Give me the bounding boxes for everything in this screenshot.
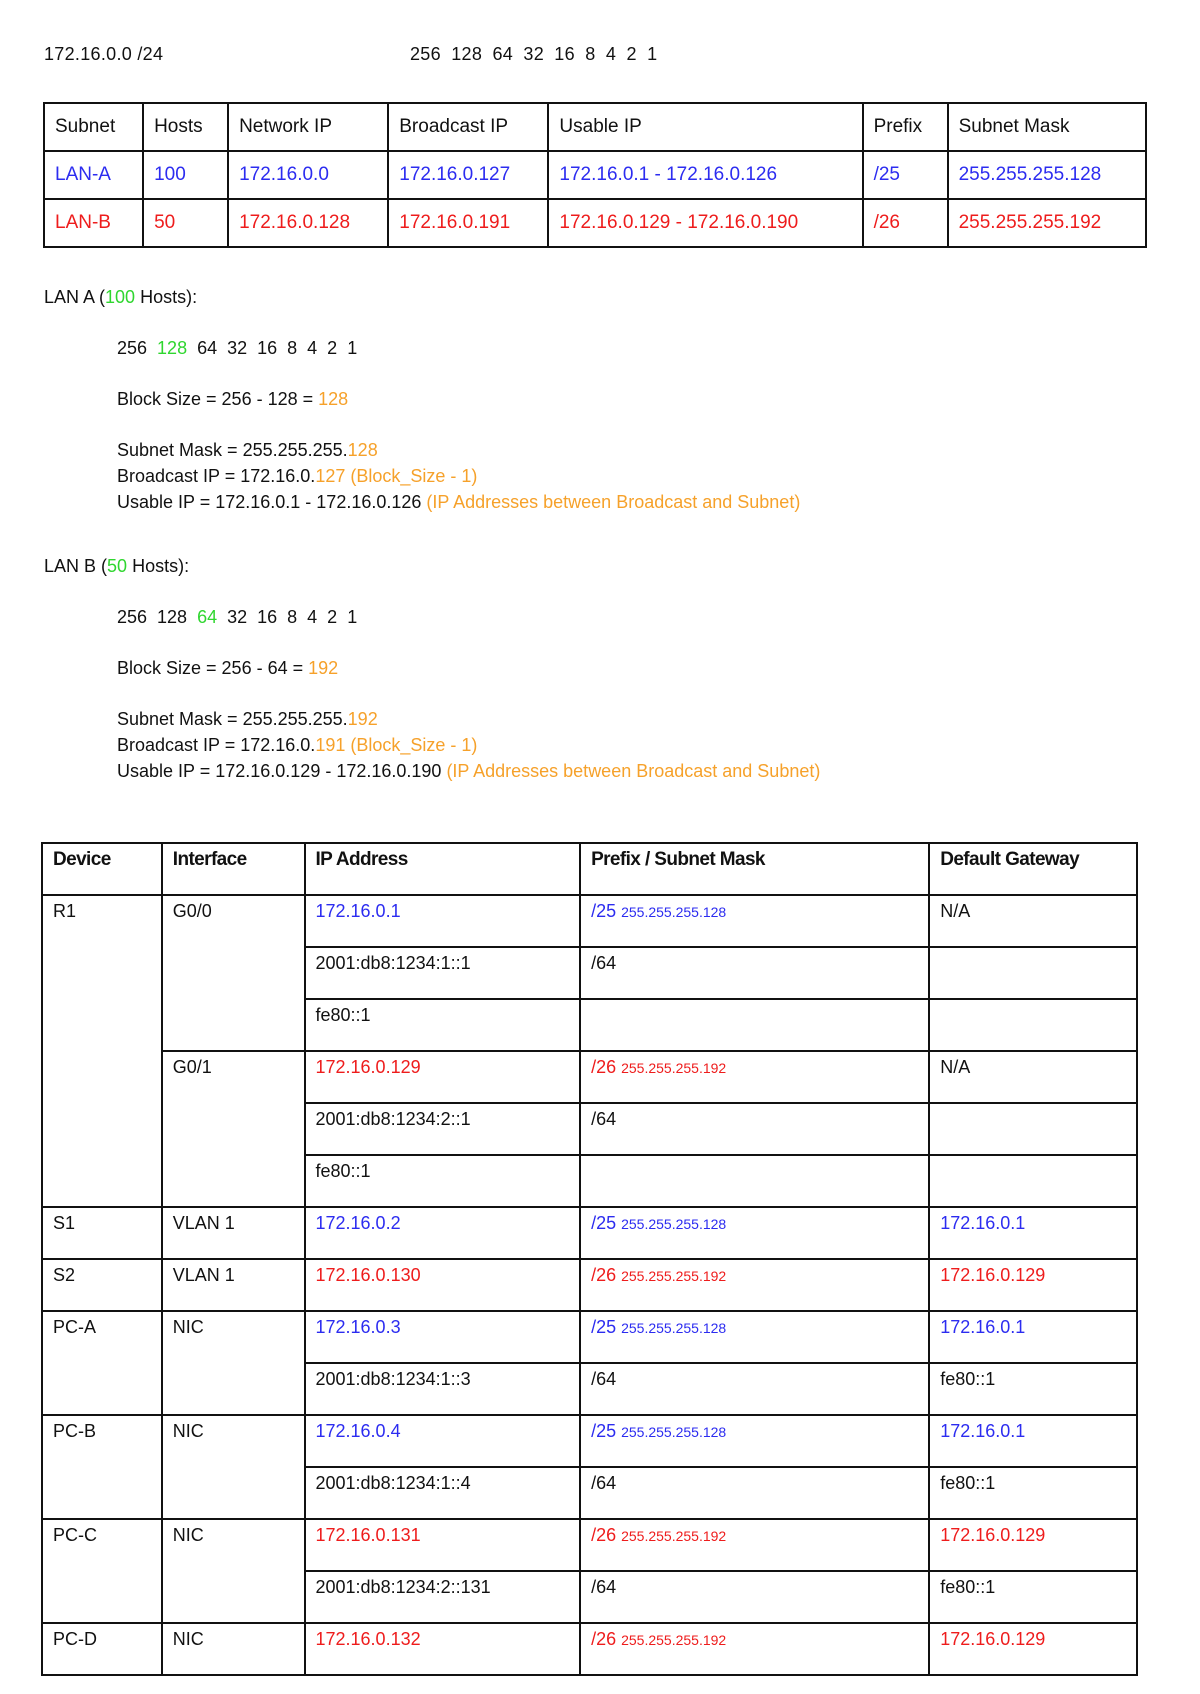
ip-cell: fe80::1 xyxy=(305,1155,581,1207)
gateway-cell: fe80::1 xyxy=(929,1571,1137,1623)
col-subnet-mask: Subnet Mask xyxy=(948,103,1146,151)
gateway-cell xyxy=(929,1103,1137,1155)
gateway-cell: fe80::1 xyxy=(929,1467,1137,1519)
powers-of-two: 256 128 64 32 16 8 4 2 1 xyxy=(410,44,658,64)
cell: 172.16.0.127 xyxy=(388,151,548,199)
ip-cell: 172.16.0.4 xyxy=(305,1415,581,1467)
gateway-cell xyxy=(929,1155,1137,1207)
network-label: 172.16.0.0 /24 xyxy=(44,44,164,64)
ip-cell: 172.16.0.3 xyxy=(305,1311,581,1363)
prefix-cell: /25 255.255.255.128 xyxy=(580,1415,929,1467)
subnet-table xyxy=(43,102,1147,248)
interface-g00: G0/0 xyxy=(162,895,305,1051)
col-prefix: Prefix xyxy=(863,103,948,151)
table-row xyxy=(44,151,1146,199)
interface-cell: NIC xyxy=(162,1519,305,1623)
table-row xyxy=(42,1623,1137,1675)
lan-b-powers: 256 128 64 32 16 8 4 2 1 xyxy=(117,607,358,627)
lan-a-subnet-mask: Subnet Mask = 255.255.255.128 xyxy=(117,440,378,460)
ip-cell: 172.16.0.130 xyxy=(305,1259,581,1311)
lan-a-block-size: Block Size = 256 - 128 = 128 xyxy=(117,389,349,409)
interface-cell: NIC xyxy=(162,1623,305,1675)
gateway-cell: 172.16.0.1 xyxy=(929,1207,1137,1259)
cell: /25 xyxy=(863,151,948,199)
device-r1: R1 xyxy=(42,895,162,1207)
cell: 172.16.0.0 xyxy=(228,151,388,199)
col-usable-ip: Usable IP xyxy=(548,103,862,151)
col-subnet: Subnet xyxy=(44,103,143,151)
table-row xyxy=(42,1415,1137,1467)
ip-cell: 2001:db8:1234:2::131 xyxy=(305,1571,581,1623)
ip-cell: 2001:db8:1234:1::4 xyxy=(305,1467,581,1519)
ip-cell: 2001:db8:1234:1::1 xyxy=(305,947,581,999)
device-pc-a: PC-A xyxy=(42,1311,162,1415)
ip-cell: 172.16.0.132 xyxy=(305,1623,581,1675)
cell: 255.255.255.128 xyxy=(948,151,1146,199)
prefix-cell: /26 255.255.255.192 xyxy=(580,1259,929,1311)
prefix-cell: /25 255.255.255.128 xyxy=(580,895,929,947)
col-ip-address: IP Address xyxy=(305,843,581,895)
cell: 172.16.0.129 - 172.16.0.190 xyxy=(548,199,862,247)
gateway-cell: fe80::1 xyxy=(929,1363,1137,1415)
lan-b-block-size: Block Size = 256 - 64 = 192 xyxy=(117,658,339,678)
gateway-cell xyxy=(929,947,1137,999)
gateway-cell xyxy=(929,999,1137,1051)
ip-cell: 172.16.0.129 xyxy=(305,1051,581,1103)
col-network-ip: Network IP xyxy=(228,103,388,151)
col-device: Device xyxy=(42,843,162,895)
cell: LAN-B xyxy=(44,199,143,247)
gateway-cell: N/A xyxy=(929,895,1137,947)
table-row xyxy=(42,1311,1137,1363)
table-header-row xyxy=(44,103,1146,151)
ip-cell: 172.16.0.131 xyxy=(305,1519,581,1571)
table-row xyxy=(42,1519,1137,1571)
lan-a-broadcast: Broadcast IP = 172.16.0.127 (Block_Size - 1) xyxy=(117,466,478,486)
interface-cell: NIC xyxy=(162,1311,305,1415)
gateway-cell: 172.16.0.1 xyxy=(929,1311,1137,1363)
prefix-cell: /26 255.255.255.192 xyxy=(580,1519,929,1571)
prefix-cell: /25 255.255.255.128 xyxy=(580,1207,929,1259)
gateway-cell: 172.16.0.1 xyxy=(929,1415,1137,1467)
cell: 172.16.0.191 xyxy=(388,199,548,247)
prefix-cell: /64 xyxy=(580,1467,929,1519)
gateway-cell: 172.16.0.129 xyxy=(929,1623,1137,1675)
prefix-cell: /64 xyxy=(580,1571,929,1623)
header-line xyxy=(44,44,658,65)
table-header-row xyxy=(42,843,1137,895)
lan-b-broadcast: Broadcast IP = 172.16.0.191 (Block_Size - 1) xyxy=(117,735,478,755)
cell: 100 xyxy=(143,151,228,199)
lan-a-powers: 256 128 64 32 16 8 4 2 1 xyxy=(117,338,358,358)
prefix-cell xyxy=(580,1155,929,1207)
cell: /26 xyxy=(863,199,948,247)
cell: 255.255.255.192 xyxy=(948,199,1146,247)
interface-g01: G0/1 xyxy=(162,1051,305,1207)
table-row xyxy=(42,1207,1137,1259)
table-row xyxy=(44,199,1146,247)
cell: LAN-A xyxy=(44,151,143,199)
device-pc-d: PC-D xyxy=(42,1623,162,1675)
gateway-cell: N/A xyxy=(929,1051,1137,1103)
col-broadcast-ip: Broadcast IP xyxy=(388,103,548,151)
lan-a-title: LAN A (100 Hosts): xyxy=(44,287,198,307)
cell: 172.16.0.128 xyxy=(228,199,388,247)
addressing-table xyxy=(41,842,1138,1676)
device-pc-b: PC-B xyxy=(42,1415,162,1519)
prefix-cell: /26 255.255.255.192 xyxy=(580,1051,929,1103)
table-row xyxy=(42,1051,1137,1103)
table-row xyxy=(42,1259,1137,1311)
col-prefix-mask: Prefix / Subnet Mask xyxy=(580,843,929,895)
col-interface: Interface xyxy=(162,843,305,895)
col-hosts: Hosts xyxy=(143,103,228,151)
cell: 50 xyxy=(143,199,228,247)
table-row xyxy=(42,895,1137,947)
device-pc-c: PC-C xyxy=(42,1519,162,1623)
ip-cell: 172.16.0.2 xyxy=(305,1207,581,1259)
ip-cell: 2001:db8:1234:1::3 xyxy=(305,1363,581,1415)
lan-b-subnet-mask: Subnet Mask = 255.255.255.192 xyxy=(117,709,378,729)
interface-cell: VLAN 1 xyxy=(162,1207,305,1259)
ip-cell: 172.16.0.1 xyxy=(305,895,581,947)
prefix-cell: /64 xyxy=(580,1103,929,1155)
lan-a-usable: Usable IP = 172.16.0.1 - 172.16.0.126 (IP Addresses between Broadcast and Subnet) xyxy=(117,492,801,512)
lan-b-title: LAN B (50 Hosts): xyxy=(44,556,190,576)
gateway-cell: 172.16.0.129 xyxy=(929,1259,1137,1311)
lan-b-section xyxy=(44,556,820,782)
gateway-cell: 172.16.0.129 xyxy=(929,1519,1137,1571)
interface-cell: VLAN 1 xyxy=(162,1259,305,1311)
lan-a-section xyxy=(44,287,800,513)
prefix-cell: /26 255.255.255.192 xyxy=(580,1623,929,1675)
device-s1: S1 xyxy=(42,1207,162,1259)
lan-b-usable: Usable IP = 172.16.0.129 - 172.16.0.190 (IP Addresses between Broadcast and Subnet) xyxy=(117,761,821,781)
cell: 172.16.0.1 - 172.16.0.126 xyxy=(548,151,862,199)
ip-cell: 2001:db8:1234:2::1 xyxy=(305,1103,581,1155)
prefix-cell: /25 255.255.255.128 xyxy=(580,1311,929,1363)
prefix-cell: /64 xyxy=(580,1363,929,1415)
interface-cell: NIC xyxy=(162,1415,305,1519)
device-s2: S2 xyxy=(42,1259,162,1311)
col-default-gateway: Default Gateway xyxy=(929,843,1137,895)
ip-cell: fe80::1 xyxy=(305,999,581,1051)
prefix-cell xyxy=(580,999,929,1051)
prefix-cell: /64 xyxy=(580,947,929,999)
